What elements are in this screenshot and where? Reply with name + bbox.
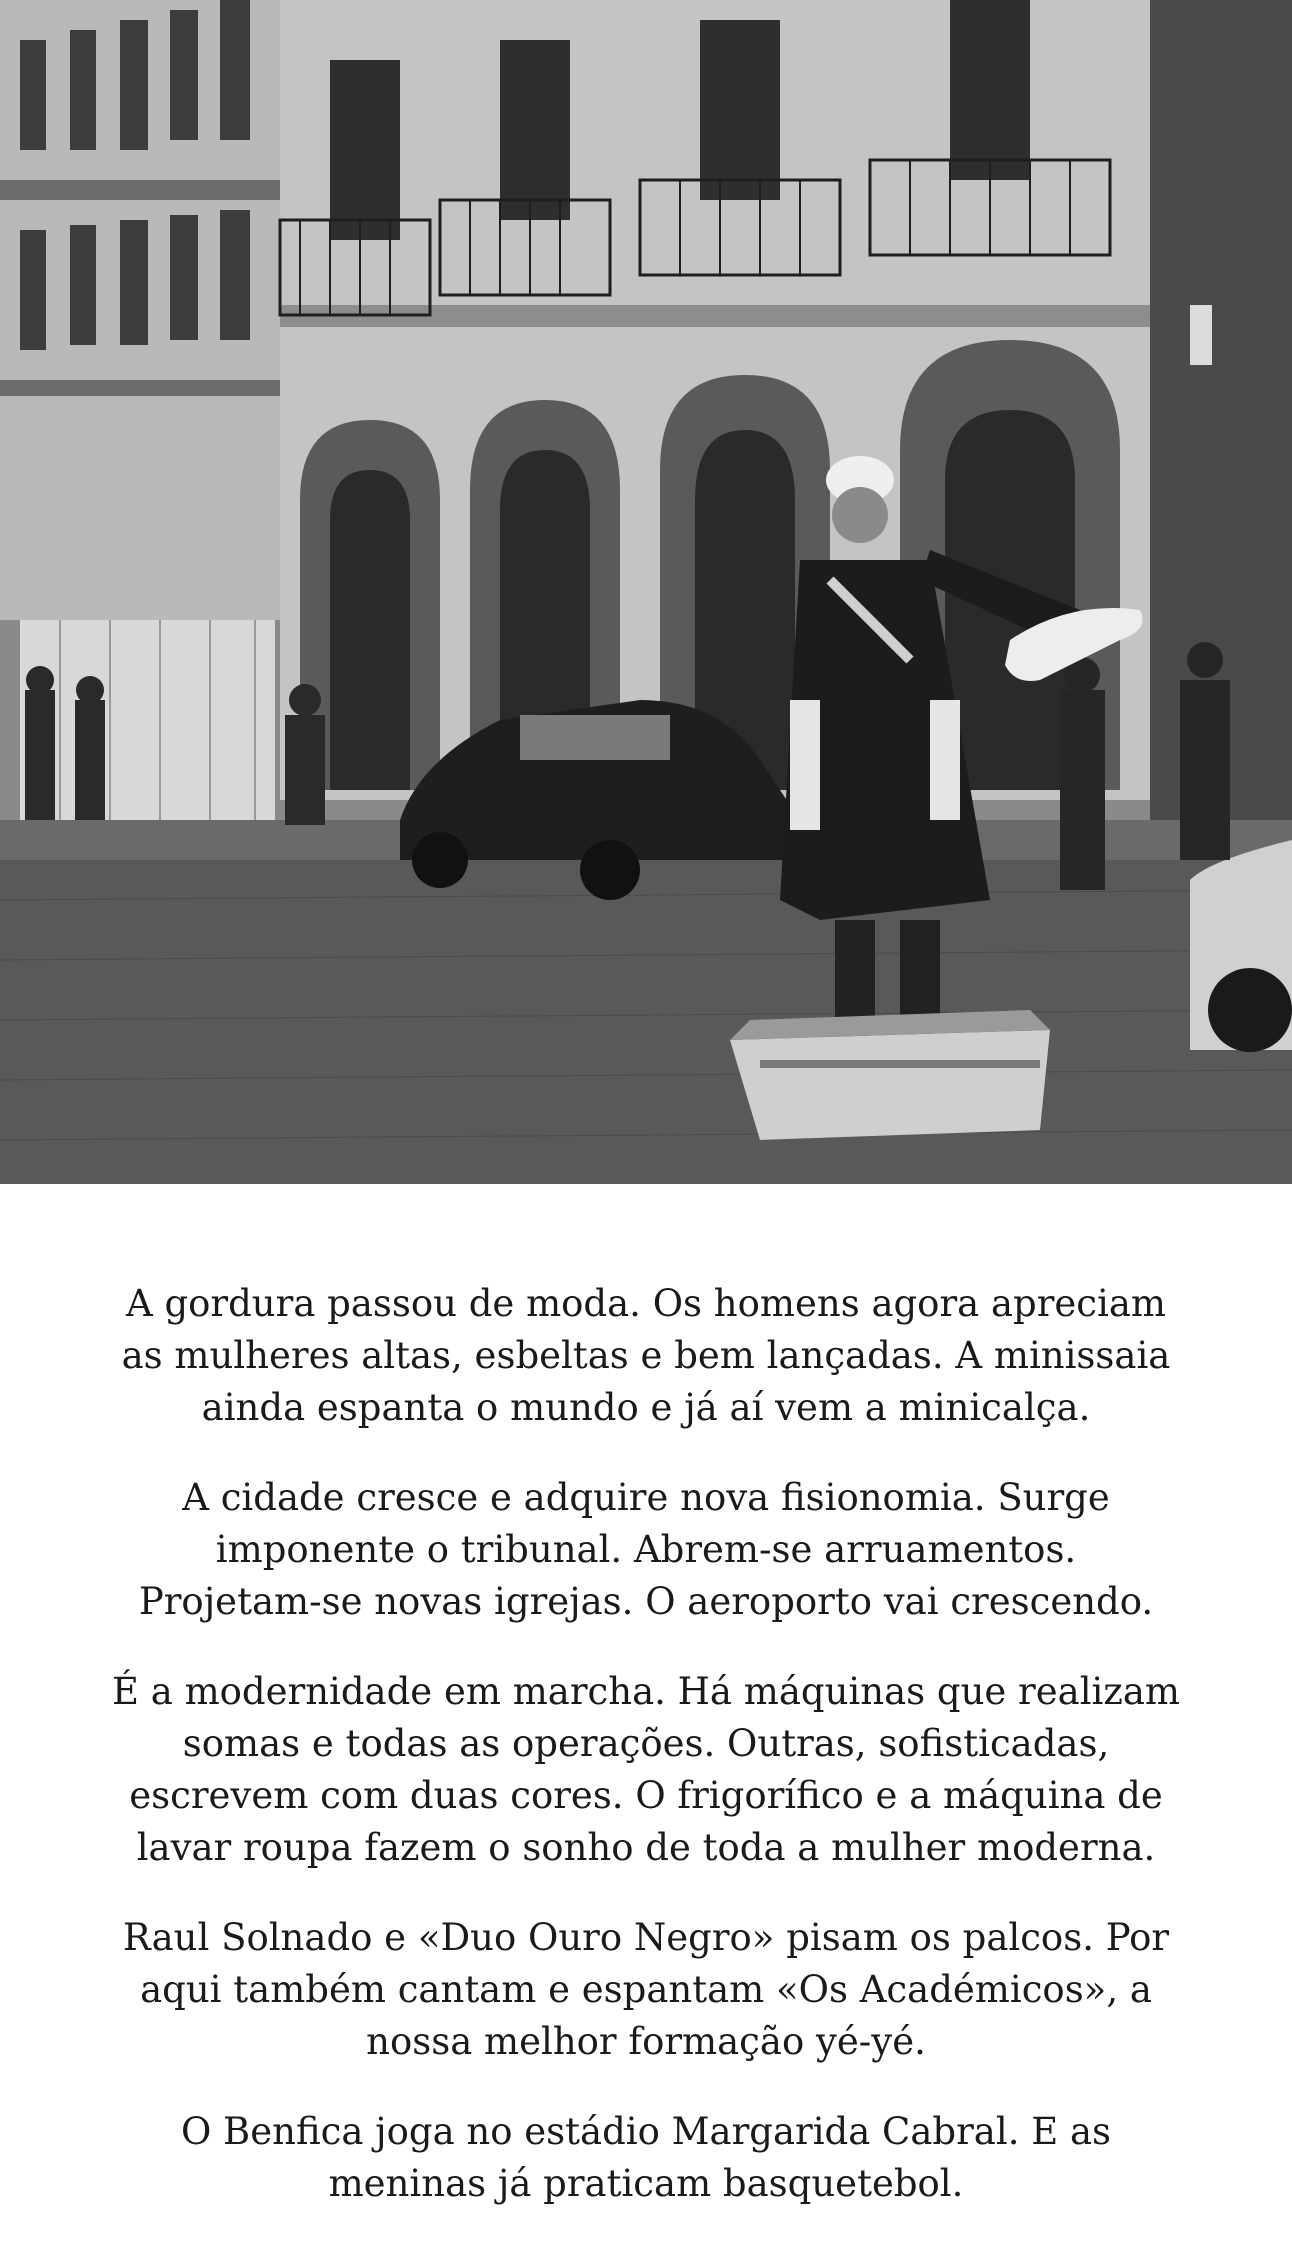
text-line: meninas já praticam basquetebol. (328, 2162, 964, 2205)
text-line: É a modernidade em marcha. Há máquinas que realizam (111, 1670, 1180, 1713)
paragraph-entertainment (50, 1912, 1242, 2068)
text-line: as mulheres altas, esbeltas e bem lançadas. A minissaia (121, 1334, 1171, 1377)
text-line: ainda espanta o mundo e já aí vem a minicalça. (201, 1386, 1091, 1429)
paragraph-modernity (50, 1666, 1242, 1874)
paragraph-city (50, 1472, 1242, 1628)
paragraph-sports (50, 2106, 1242, 2210)
text-line: escrevem com duas cores. O frigorífico e a máquina de (129, 1774, 1163, 1817)
text-line: somas e todas as operações. Outras, sofisticadas, (182, 1722, 1110, 1765)
text-line: lavar roupa fazem o sonho de toda a mulher moderna. (136, 1826, 1156, 1869)
text-line: imponente o tribunal. Abrem-se arruamentos. (215, 1528, 1077, 1571)
text-line: A cidade cresce e adquire nova fisionomia. Surge (182, 1476, 1110, 1519)
text-line: A gordura passou de moda. Os homens agora apreciam (125, 1282, 1166, 1325)
text-line: nossa melhor formação yé-yé. (366, 2020, 926, 2063)
text-line: O Benfica joga no estádio Margarida Cabral. E as (180, 2110, 1112, 2153)
text-line: aqui também cantam e espantam «Os Académicos», a (140, 1968, 1152, 2011)
text-line: Raul Solnado e «Duo Ouro Negro» pisam os palcos. Por (122, 1916, 1170, 1959)
text-line: Projetam-se novas igrejas. O aeroporto vai crescendo. (138, 1580, 1154, 1623)
paragraph-fashion (50, 1278, 1242, 1434)
article-text (50, 1278, 1242, 2248)
